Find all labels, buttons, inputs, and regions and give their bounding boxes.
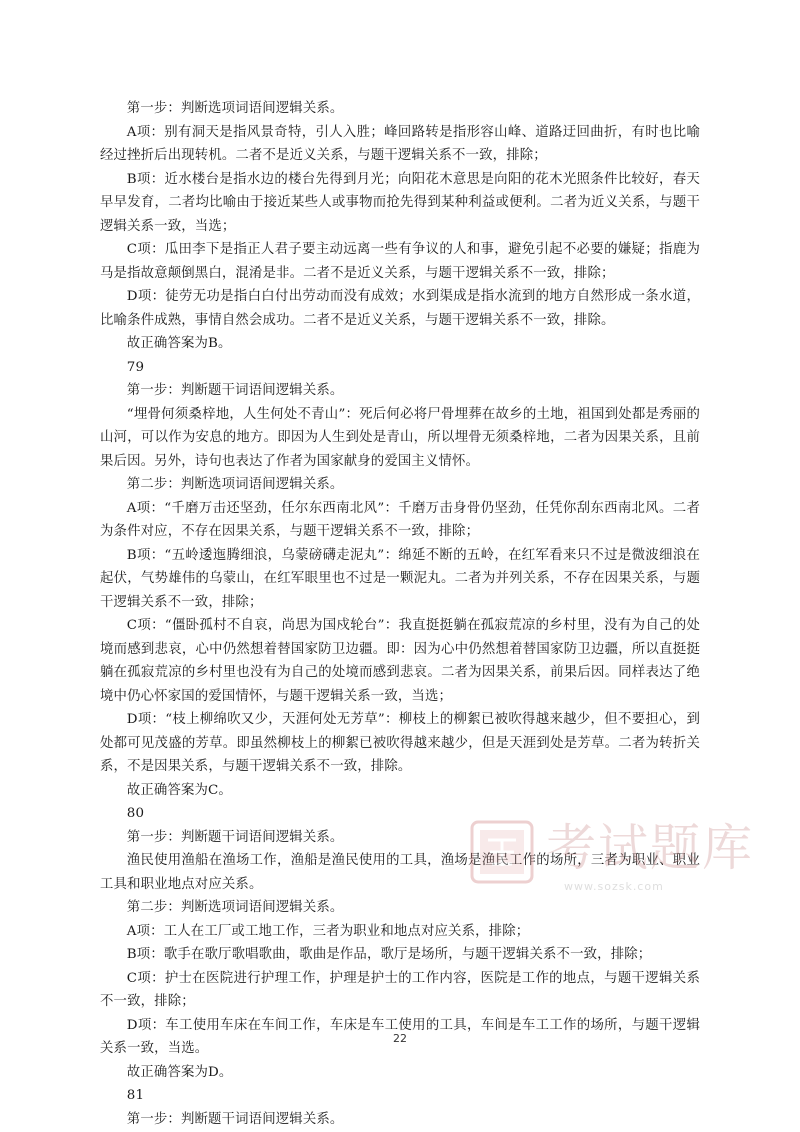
paragraph: 第一步：判断题干词语间逻辑关系。: [126, 383, 344, 398]
paragraph: A项：“千磨万击还坚劲，任尔东西南北风”：千磨万击身骨仍坚劲，任凭你刮东西南北风。二者为条件对应，不存在因果关系，与题干逻辑关系不一致，排除；: [100, 500, 700, 539]
question-number: 80: [126, 806, 145, 821]
paragraph: 故正确答案为D。: [126, 1064, 233, 1080]
paragraph: 第二步：判断选项词语间逻辑关系。: [126, 900, 344, 915]
paragraph: D项：车工使用车床在车间工作，车床是车工使用的工具，车间是车工工作的场所，与题干逻辑关系一致，当选。: [100, 1017, 700, 1056]
paragraph: 故正确答案为B。: [126, 336, 232, 351]
paragraph: C项：护士在医院进行护理工作，护理是护士的工作内容，医院是工作的地点，与题干逻辑关系不一致，排除；: [100, 970, 700, 1009]
paragraph: 第一步：判断选项词语间逻辑关系。: [126, 101, 344, 116]
paragraph: 第一步：判断题干词语间逻辑关系。: [126, 1111, 344, 1127]
paragraph: D项：徒劳无功是指白白付出劳动而没有成效；水到渠成是指水流到的地方自然形成一条水道，比喻条件成熟，事情自然会成功。二者不是近义关系，与题干逻辑关系不一致，排除。: [100, 289, 700, 328]
paragraph: B项：“五岭逶迤腾细浪，乌蒙磅礴走泥丸”：绵延不断的五岭，在红军看来只不过是微波细浪在起伏，气势雄伟的乌蒙山，在红军眼里也不过是一颗泥丸。二者为并列关系，不存在因果关系，与题干逻辑关系不一致，排除；: [100, 547, 700, 610]
watermark-url: www.sozsk.com: [564, 880, 664, 893]
paragraph: A项：工人在工厂或工地工作，三者为职业和地点对应关系，排除；: [126, 923, 530, 939]
paragraph: 第二步：判断选项词语间逻辑关系。: [126, 477, 344, 492]
paragraph: A项：别有洞天是指风景奇特，引人入胜；峰回路转是指形容山峰、道路迂回曲折，有时也比喻经过挫折后出现转机。二者不是近义关系，与题干逻辑关系不一致，排除；: [100, 124, 700, 163]
paragraph: C项：瓜田李下是指正人君子要主动远离一些有争议的人和事，避免引起不必要的嫌疑；指鹿为马是指故意颠倒黑白，混淆是非。二者不是近义关系，与题干逻辑关系不一致，排除；: [100, 242, 700, 281]
paragraph: 渔民使用渔船在渔场工作，渔船是渔民使用的工具，渔场是渔民工作的场所，三者为职业、职业工具和职业地点对应关系。: [100, 853, 700, 892]
paragraph: 第一步：判断题干词语间逻辑关系。: [126, 829, 344, 845]
paragraph: B项：近水楼台是指水边的楼台先得到月光；向阳花木意思是向阳的花木光照条件比较好，春天早早发育，二者均比喻由于接近某些人或事物而抢先得到某种利益或便利。二者为近义关系，与题干逻辑关系一致，当选；: [100, 171, 700, 234]
question-number: 81: [126, 1088, 145, 1103]
paragraph: D项：“枝上柳绵吹又少，天涯何处无芳草”：柳枝上的柳絮已被吹得越来越少，但不要担心，到处都可见茂盛的芳草。即虽然柳枝上的柳絮已被吹得越来越少，但是天涯到处是芳草。二者为转折关系，不是因果关系，与题干逻辑关系不一致，排除。: [100, 712, 700, 774]
watermark-text: 考试题库: [546, 819, 754, 877]
paragraph: B项：歌手在歌厅歌唱歌曲，歌曲是作品，歌厅是场所，与题干逻辑关系不一致，排除；: [126, 947, 652, 962]
paragraph: 故正确答案为C。: [126, 782, 232, 798]
paragraph: C项：“僵卧孤村不自哀，尚思为国戍轮台”：我直挺挺躺在孤寂荒凉的乡村里，没有为自己的处境而感到悲哀，心中仍然想着替国家防卫边疆。即：因为心中仍然想着替国家防卫边疆，所以直挺挺躺在孤寂荒凉的乡村里也没有为自己的处境而感到悲哀。二者为因果关系，前果后因。同样表达了绝境中仍心怀家国的爱国情怀，与题干逻辑关系一致，当选；: [100, 618, 700, 704]
question-number: 79: [126, 359, 145, 375]
document-body: [100, 97, 700, 1131]
page-number: 22: [393, 1032, 407, 1045]
paragraph: “埋骨何须桑梓地，人生何处不青山”：死后何必将尸骨埋葬在故乡的土地，祖国到处都是秀丽的山河，可以作为安息的地方。即因为人生到处是青山，所以埋骨无须桑梓地，二者为因果关系，且前果后因。另外，诗句也表达了作者为国家献身的爱国主义情怀。: [100, 406, 700, 469]
